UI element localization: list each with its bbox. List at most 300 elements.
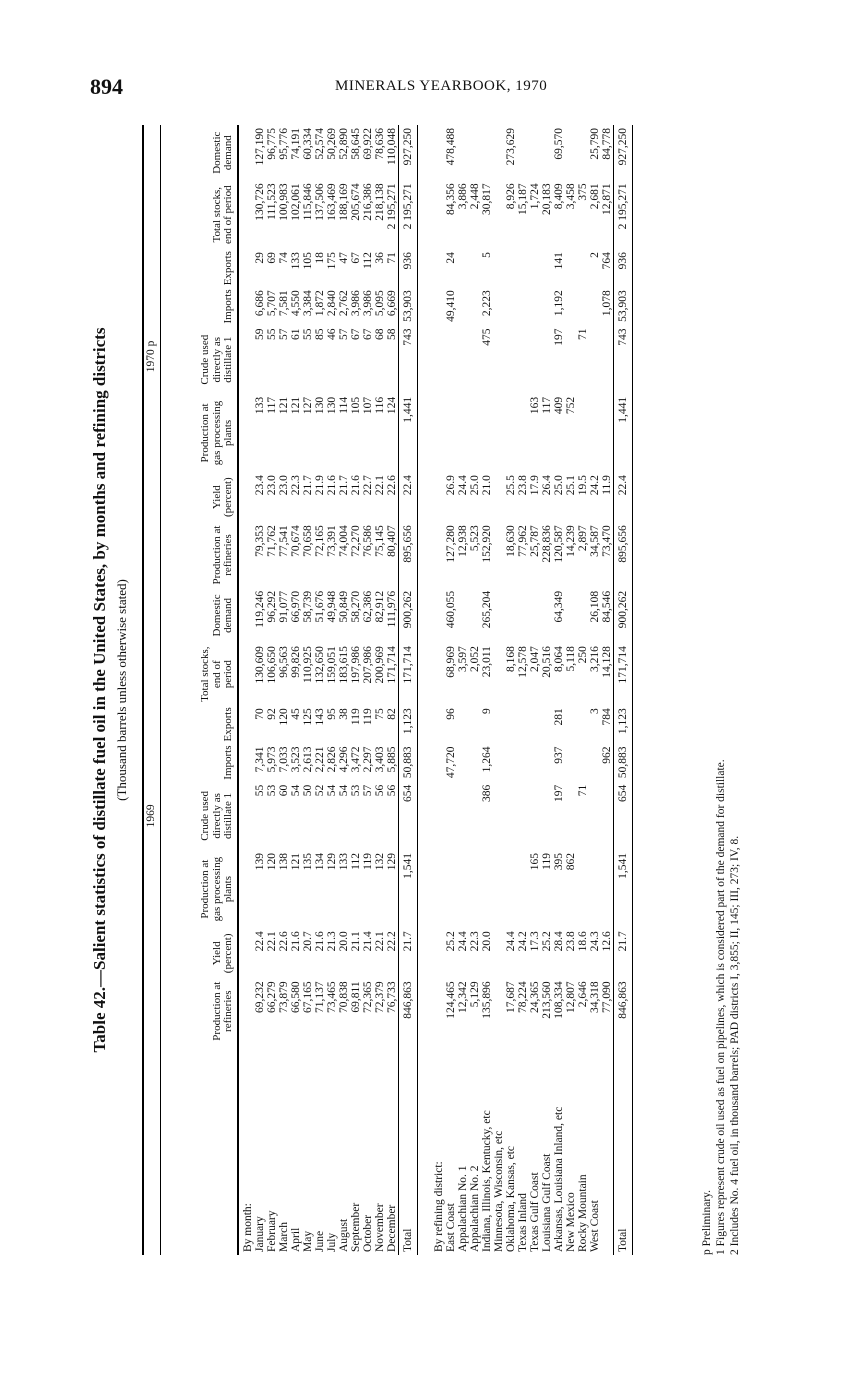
- table-cell: 17.3: [528, 931, 541, 952]
- table-cell: 21.6: [349, 475, 362, 496]
- table-row: [481, 125, 493, 1255]
- table-cell: 68,969: [444, 646, 457, 678]
- table-cell: [493, 394, 505, 472]
- row-label: West Coast: [588, 1200, 601, 1252]
- table-cell: 69,232: [253, 981, 266, 1014]
- column-header: Yield (percent): [160, 472, 238, 522]
- table-cell: 53,903: [613, 287, 632, 325]
- table-cell: 100,983: [277, 183, 290, 221]
- table-cell: 8,409: [552, 183, 565, 210]
- table-cell: [517, 125, 529, 180]
- row-label: Minnesota, Wisconsin, etc: [492, 1130, 505, 1252]
- table-cell: 78,224: [516, 981, 529, 1014]
- table-cell: 22.4: [398, 472, 417, 522]
- table-cell: 2 195,271: [613, 180, 632, 249]
- table-row: [577, 125, 589, 1255]
- table-cell: 927,250: [613, 125, 632, 180]
- table-cell: 132,650: [313, 646, 326, 684]
- table-cell: 112: [361, 252, 374, 269]
- table-cell: 3,886: [456, 183, 469, 210]
- table-cell: 197: [552, 328, 565, 346]
- row-label: February: [265, 1210, 278, 1252]
- table-row: [517, 125, 529, 1255]
- table-cell: 71: [385, 252, 398, 264]
- table-cell: 62,386: [361, 590, 374, 623]
- table-cell: 460,055: [444, 590, 457, 629]
- table-cell: [529, 326, 541, 394]
- table-cell: 72,379: [373, 981, 386, 1014]
- table-cell: 5,523: [468, 525, 481, 552]
- table-cell: 21.6: [289, 931, 302, 952]
- table-cell: 900,262: [398, 588, 417, 643]
- table-cell: 862: [564, 853, 577, 871]
- table-cell: 4,296: [337, 746, 350, 773]
- table-cell: 20,516: [540, 646, 553, 678]
- table-cell: [529, 588, 541, 643]
- table-cell: 54: [337, 784, 350, 797]
- table-cell: [469, 249, 481, 287]
- table-cell: 21.1: [349, 931, 362, 952]
- table-cell: 52: [313, 784, 326, 797]
- table-cell: 71,137: [313, 981, 326, 1014]
- table-cell: 117: [540, 396, 553, 414]
- table-cell: 20,183: [540, 183, 553, 215]
- table-cell: 18: [313, 252, 326, 264]
- table-cell: 121: [289, 853, 302, 871]
- table-cell: 2,762: [337, 290, 350, 317]
- table-cell: 5,885: [385, 746, 398, 773]
- table-cell: 3: [588, 708, 601, 714]
- table-cell: 77,090: [600, 981, 613, 1014]
- table-cell: [493, 782, 505, 850]
- table-cell: [493, 705, 505, 743]
- table-cell: 121: [277, 396, 290, 415]
- table-cell: 5,707: [265, 290, 278, 317]
- table-cell: 152,920: [480, 525, 493, 563]
- table-cell: 22.7: [361, 475, 374, 496]
- table-cell: 130: [313, 396, 326, 415]
- table-cell: [517, 249, 529, 287]
- table-cell: 67: [361, 328, 374, 341]
- table-cell: 752: [564, 396, 577, 415]
- footnote: 2 Includes No. 4 fuel oil, in thousand barrels; PAD districts I, 3,855; II, 145; III, 273; IV, 8.: [729, 835, 741, 1255]
- table-cell: [493, 326, 505, 394]
- table-cell: [565, 743, 577, 781]
- table-row: [529, 125, 541, 1255]
- table-cell: 962: [600, 746, 613, 764]
- table-cell: 3,216: [588, 646, 601, 672]
- table-cell: 70,838: [337, 981, 350, 1014]
- table-cell: [493, 125, 505, 180]
- row-label: January: [253, 1216, 266, 1252]
- table-cell: 24: [444, 252, 457, 264]
- table-cell: 71,762: [265, 525, 278, 557]
- table-cell: 9: [480, 708, 493, 714]
- table-cell: 68: [373, 328, 386, 341]
- table-cell: 2,052: [468, 646, 481, 672]
- table-cell: 77,962: [516, 525, 529, 557]
- table-cell: [457, 782, 469, 850]
- table-cell: 228,836: [540, 525, 553, 563]
- table-cell: 7,341: [253, 746, 266, 773]
- table-cell: [577, 125, 589, 180]
- table-cell: 12,807: [564, 981, 577, 1014]
- table-cell: [565, 588, 577, 643]
- table-cell: 784: [600, 708, 613, 726]
- table-cell: [469, 588, 481, 643]
- table-cell: 8,168: [504, 646, 517, 672]
- row-label: East Coast: [444, 1203, 457, 1252]
- table-cell: 69,570: [552, 128, 565, 160]
- column-header: Production at gas processing plants: [160, 850, 238, 928]
- row-label: Oklahoma, Kansas, etc: [504, 1145, 517, 1252]
- column-header: Imports: [160, 287, 238, 325]
- column-header: Exports: [160, 249, 238, 287]
- table-cell: [517, 588, 529, 643]
- table-cell: 22.1: [373, 931, 386, 952]
- table-cell: 111,976: [385, 590, 398, 628]
- table-row: [469, 125, 481, 1255]
- table-cell: 22.6: [385, 475, 398, 496]
- table-cell: 60: [277, 784, 290, 797]
- table-cell: 120: [265, 853, 278, 871]
- table-cell: 29: [253, 252, 266, 264]
- table-cell: [589, 287, 601, 325]
- table-cell: 73,879: [277, 981, 290, 1014]
- table-cell: 22.1: [373, 475, 386, 496]
- table-cell: 56: [373, 784, 386, 797]
- table-cell: [493, 978, 505, 1044]
- table-cell: 386: [480, 784, 493, 802]
- table-cell: 2 195,271: [398, 180, 417, 249]
- table-cell: 34,318: [588, 981, 601, 1014]
- column-header: Domestic demand: [160, 125, 238, 180]
- table-cell: [457, 588, 469, 643]
- section-heading: By month:: [241, 1203, 254, 1252]
- table-cell: [541, 588, 553, 643]
- table-cell: 207,986: [361, 646, 374, 684]
- table-cell: 3,458: [564, 183, 577, 210]
- table-cell: 60,334: [301, 128, 314, 160]
- table-cell: 53,903: [398, 287, 417, 325]
- row-label: Rocky Mountain: [576, 1174, 589, 1252]
- table-cell: 137,506: [313, 183, 326, 221]
- table-cell: 23.0: [277, 475, 290, 496]
- table-cell: 21.7: [337, 475, 350, 496]
- table-title: Table 42.—Salient statistics of distillate fuel oil in the United States, by months and refining districts: [90, 327, 109, 1053]
- table-cell: 51,676: [313, 590, 326, 623]
- table-cell: 21.4: [361, 931, 374, 952]
- table-cell: 2,826: [325, 746, 338, 773]
- table-cell: 74: [277, 252, 290, 264]
- table-cell: 124,465: [444, 981, 457, 1019]
- table-cell: 936: [398, 249, 417, 287]
- table-cell: 129: [385, 853, 398, 871]
- table-cell: 654: [613, 782, 632, 850]
- table-cell: [505, 588, 517, 643]
- table-cell: [457, 394, 469, 472]
- table-cell: [481, 125, 493, 180]
- table-cell: 21.9: [313, 475, 326, 496]
- table-cell: [469, 287, 481, 325]
- table-cell: 116: [373, 396, 386, 414]
- table-cell: 72,165: [313, 525, 326, 557]
- table-cell: 14,128: [600, 646, 613, 678]
- rotated-table-page: [70, 125, 800, 1255]
- column-header: Production at refineries: [160, 978, 238, 1044]
- table-cell: 73,470: [600, 525, 613, 557]
- year-1970-header: 1970 p: [143, 125, 160, 588]
- table-cell: 654: [398, 782, 417, 850]
- table-cell: [565, 326, 577, 394]
- table-body: [238, 125, 633, 1255]
- table-cell: [529, 705, 541, 743]
- table-cell: 61: [289, 328, 302, 341]
- table-cell: 53: [265, 784, 278, 797]
- table-cell: 218,138: [373, 183, 386, 221]
- table-cell: 69,922: [361, 128, 374, 160]
- row-label: November: [373, 1203, 386, 1252]
- table-cell: 205,674: [349, 183, 362, 221]
- table-cell: [469, 394, 481, 472]
- table-cell: [601, 326, 614, 394]
- table-cell: 73,391: [325, 525, 338, 557]
- table-cell: 165: [528, 853, 541, 871]
- table-cell: 20.0: [480, 931, 493, 952]
- table-cell: 84,546: [600, 590, 613, 623]
- table-cell: [529, 743, 541, 781]
- table-cell: 133: [253, 396, 266, 415]
- table-cell: 130,609: [253, 646, 266, 684]
- table-row: [553, 125, 565, 1255]
- table-cell: 6,686: [253, 290, 266, 317]
- table-cell: 3,472: [349, 746, 362, 773]
- row-label: Texas Inland: [516, 1193, 529, 1252]
- table-cell: [517, 850, 529, 928]
- table-cell: [493, 522, 505, 588]
- table-cell: 22.4: [613, 472, 632, 522]
- table-cell: 197,986: [349, 646, 362, 684]
- table-cell: 119: [361, 853, 374, 870]
- table-cell: [529, 782, 541, 850]
- table-cell: 1,724: [528, 183, 541, 210]
- table-cell: [493, 928, 505, 978]
- table-cell: [493, 588, 505, 643]
- table-cell: 1,123: [398, 705, 417, 743]
- table-cell: 115,846: [301, 183, 314, 221]
- table-cell: 17,687: [504, 981, 517, 1014]
- table-cell: [517, 705, 529, 743]
- table-cell: [505, 743, 517, 781]
- table-cell: 18.6: [576, 931, 589, 952]
- table-cell: 743: [398, 326, 417, 394]
- table-cell: 22.3: [468, 931, 481, 952]
- table-cell: 84,778: [600, 128, 613, 160]
- table-cell: [481, 394, 493, 472]
- table-cell: 764: [600, 252, 613, 270]
- table-row: [601, 125, 614, 1255]
- table-cell: [493, 472, 505, 522]
- table-cell: 80,407: [385, 525, 398, 557]
- table-cell: 3,384: [301, 290, 314, 317]
- table-cell: [493, 249, 505, 287]
- table-cell: 3,403: [373, 746, 386, 773]
- table-cell: 24.4: [504, 931, 517, 952]
- table-cell: 2,047: [528, 646, 541, 672]
- table-cell: 183,615: [337, 646, 350, 684]
- table-cell: 197: [552, 784, 565, 802]
- table-cell: [601, 394, 614, 472]
- table-cell: 24.3: [588, 931, 601, 952]
- table-cell: 21.7: [398, 928, 417, 978]
- table-cell: [457, 743, 469, 781]
- table-cell: 119: [349, 708, 362, 726]
- table-cell: 107: [361, 396, 374, 415]
- table-cell: [577, 588, 589, 643]
- table-cell: 135: [301, 853, 314, 871]
- table-cell: 105: [349, 396, 362, 415]
- table-cell: [541, 743, 553, 781]
- table-cell: 69: [265, 252, 278, 264]
- table-cell: [505, 287, 517, 325]
- table-cell: 12,938: [456, 525, 469, 557]
- table-cell: 28.4: [552, 931, 565, 952]
- table-cell: 4,550: [289, 290, 302, 317]
- table-cell: 76,586: [361, 525, 374, 557]
- table-row: [314, 125, 326, 1255]
- table-cell: 54: [289, 784, 302, 797]
- table-cell: [517, 782, 529, 850]
- table-row: [350, 125, 362, 1255]
- table-cell: 26.4: [540, 475, 553, 496]
- row-label: Total: [613, 1044, 632, 1255]
- table-cell: 55: [265, 328, 278, 341]
- table-row: [613, 125, 632, 1255]
- table-cell: 47,720: [444, 746, 457, 779]
- table-cell: [457, 249, 469, 287]
- table-cell: 171,714: [613, 643, 632, 705]
- table-cell: 20.7: [301, 931, 314, 952]
- table-cell: 895,656: [398, 522, 417, 588]
- table-cell: [505, 326, 517, 394]
- table-cell: 26.9: [444, 475, 457, 496]
- table-cell: [577, 249, 589, 287]
- table-cell: 1,872: [313, 290, 326, 317]
- table-cell: [469, 782, 481, 850]
- table-cell: 85: [313, 328, 326, 341]
- table-cell: [541, 705, 553, 743]
- table-cell: 25.5: [504, 475, 517, 496]
- table-cell: 120,587: [552, 525, 565, 563]
- table-cell: 69,811: [349, 981, 362, 1013]
- table-cell: 105: [301, 252, 314, 270]
- table-cell: 110,925: [301, 646, 314, 684]
- table-cell: [457, 705, 469, 743]
- table-cell: 143: [313, 708, 326, 726]
- table-cell: 82,912: [373, 590, 386, 623]
- table-row: [589, 125, 601, 1255]
- table-cell: 25.0: [552, 475, 565, 496]
- table-cell: 84,356: [444, 183, 457, 215]
- table-cell: 24.4: [456, 931, 469, 952]
- table-cell: [469, 326, 481, 394]
- table-cell: 22.1: [265, 931, 278, 952]
- table-cell: [469, 705, 481, 743]
- table-cell: 50,269: [325, 128, 338, 160]
- table-cell: 163: [528, 396, 541, 415]
- table-cell: 21.7: [613, 928, 632, 978]
- table-cell: 47: [337, 252, 350, 264]
- table-cell: [505, 249, 517, 287]
- table-cell: 200,969: [373, 646, 386, 684]
- table-cell: 67,165: [301, 981, 314, 1014]
- row-label: New Mexico: [564, 1192, 577, 1252]
- table-cell: 79,353: [253, 525, 266, 557]
- table-cell: 78,636: [373, 128, 386, 160]
- table-cell: 72,365: [361, 981, 374, 1014]
- column-header: Total stocks, end of period: [160, 643, 238, 705]
- table-cell: [505, 850, 517, 928]
- table-cell: 73,465: [325, 981, 338, 1014]
- table-cell: [529, 125, 541, 180]
- row-label: June: [313, 1230, 326, 1252]
- table-cell: 125: [301, 708, 314, 726]
- table-cell: 139: [253, 853, 266, 871]
- table-cell: 24.2: [516, 931, 529, 952]
- table-cell: 3,597: [456, 646, 469, 672]
- table-cell: 846,863: [613, 978, 632, 1044]
- table-cell: 134: [313, 853, 326, 871]
- table-cell: 129: [325, 853, 338, 871]
- table-cell: 18,630: [504, 525, 517, 557]
- table-cell: 49,410: [444, 290, 457, 322]
- table-cell: 57: [337, 328, 350, 341]
- table-cell: 71: [576, 328, 589, 341]
- table-cell: 99,826: [289, 646, 302, 678]
- table-cell: [565, 782, 577, 850]
- table-cell: 57: [277, 328, 290, 341]
- table-cell: 58: [385, 328, 398, 341]
- table-cell: 133: [289, 252, 302, 270]
- table-row: [266, 125, 278, 1255]
- table-subtitle: (Thousand barrels unless otherwise stated): [114, 579, 129, 801]
- table-cell: 1,078: [600, 290, 613, 317]
- year-1969-header: 1969: [143, 588, 160, 1044]
- table-cell: 50,883: [613, 743, 632, 781]
- table-cell: 25,787: [528, 525, 541, 557]
- table-row: [493, 125, 505, 1255]
- table-cell: 54: [325, 784, 338, 797]
- table-row: [326, 125, 338, 1255]
- table-cell: [517, 394, 529, 472]
- table-cell: [565, 125, 577, 180]
- table-row: [505, 125, 517, 1255]
- table-cell: 112: [349, 853, 362, 870]
- table-cell: [565, 249, 577, 287]
- table-cell: 53: [349, 784, 362, 797]
- page-header: [0, 70, 864, 110]
- table-cell: 127: [301, 396, 314, 415]
- table-cell: [457, 287, 469, 325]
- table-cell: 7,033: [277, 746, 290, 773]
- table-cell: [577, 743, 589, 781]
- table-cell: 900,262: [613, 588, 632, 643]
- table-cell: 58,739: [301, 590, 314, 623]
- table-cell: [589, 782, 601, 850]
- table-cell: 15,187: [516, 183, 529, 215]
- table-cell: 281: [552, 708, 565, 726]
- table-cell: 188,169: [337, 183, 350, 221]
